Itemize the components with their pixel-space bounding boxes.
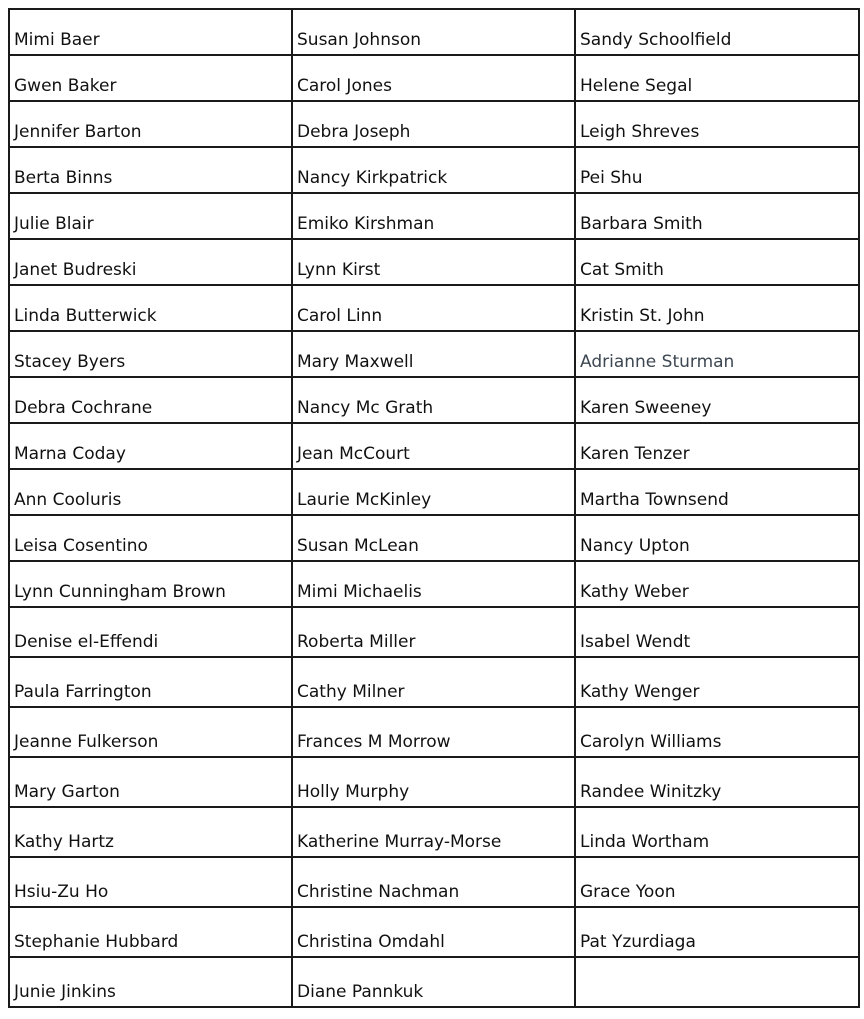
table-row xyxy=(9,423,859,469)
table-row xyxy=(9,607,859,657)
name-text: Ann Cooluris xyxy=(14,490,122,510)
table-row xyxy=(9,193,859,239)
table-row xyxy=(9,957,859,1007)
name-text: Marna Coday xyxy=(14,444,126,464)
name-text: Lynn Kirst xyxy=(297,260,381,280)
name-cell xyxy=(575,193,859,239)
name-cell xyxy=(9,857,292,907)
name-cell xyxy=(9,285,292,331)
name-cell xyxy=(292,957,575,1007)
names-table xyxy=(8,8,860,1008)
name-cell xyxy=(575,561,859,607)
table-row xyxy=(9,807,859,857)
name-cell xyxy=(292,193,575,239)
name-cell xyxy=(9,807,292,857)
table-row xyxy=(9,907,859,957)
name-text: Susan McLean xyxy=(297,536,419,556)
name-text: Kathy Wenger xyxy=(580,682,700,702)
name-cell xyxy=(575,101,859,147)
table-row xyxy=(9,331,859,377)
name-text: Helene Segal xyxy=(580,76,693,96)
table-row xyxy=(9,9,859,55)
name-text: Roberta Miller xyxy=(297,632,416,652)
name-text: Carol Jones xyxy=(297,76,392,96)
name-text: Laurie McKinley xyxy=(297,490,432,510)
name-text: Junie Jinkins xyxy=(14,982,116,1002)
name-text: Martha Townsend xyxy=(580,490,729,510)
name-cell xyxy=(292,239,575,285)
name-text: Kathy Weber xyxy=(580,582,689,602)
name-cell xyxy=(575,515,859,561)
name-cell xyxy=(292,285,575,331)
name-text: Gwen Baker xyxy=(14,76,117,96)
name-text: Denise el-Effendi xyxy=(14,632,159,652)
name-cell xyxy=(292,55,575,101)
name-text: Nancy Kirkpatrick xyxy=(297,168,448,188)
name-text xyxy=(580,1001,858,1006)
table-row xyxy=(9,561,859,607)
name-cell xyxy=(575,807,859,857)
name-cell xyxy=(292,857,575,907)
name-text: Sandy Schoolfield xyxy=(580,30,732,50)
name-text: Frances M Morrow xyxy=(297,732,451,752)
name-cell xyxy=(9,147,292,193)
table-row xyxy=(9,757,859,807)
name-text: Carol Linn xyxy=(297,306,383,326)
table-row xyxy=(9,239,859,285)
name-cell xyxy=(9,331,292,377)
name-cell xyxy=(575,857,859,907)
name-text: Stacey Byers xyxy=(14,352,126,372)
name-cell xyxy=(292,607,575,657)
name-text: Mary Garton xyxy=(14,782,120,802)
table-row xyxy=(9,857,859,907)
name-text: Nancy Upton xyxy=(580,536,690,556)
name-text: Julie Blair xyxy=(14,214,94,234)
name-cell xyxy=(575,707,859,757)
name-cell xyxy=(292,515,575,561)
name-cell xyxy=(9,607,292,657)
name-cell xyxy=(575,907,859,957)
name-text: Karen Sweeney xyxy=(580,398,712,418)
name-text: Leigh Shreves xyxy=(580,122,700,142)
name-cell xyxy=(575,377,859,423)
name-cell xyxy=(292,757,575,807)
name-cell xyxy=(575,239,859,285)
table-row xyxy=(9,101,859,147)
name-text: Kathy Hartz xyxy=(14,832,114,852)
table-row xyxy=(9,707,859,757)
name-text: Mimi Michaelis xyxy=(297,582,422,602)
name-text: Carolyn Williams xyxy=(580,732,722,752)
name-cell xyxy=(9,757,292,807)
name-cell xyxy=(292,423,575,469)
name-cell xyxy=(292,147,575,193)
name-text: Barbara Smith xyxy=(580,214,703,234)
name-text: Adrianne Sturman xyxy=(580,352,735,372)
name-cell xyxy=(292,377,575,423)
table-row xyxy=(9,55,859,101)
name-text: Janet Budreski xyxy=(14,260,137,280)
name-cell xyxy=(575,757,859,807)
name-cell xyxy=(9,657,292,707)
name-cell xyxy=(9,469,292,515)
name-text: Jeanne Fulkerson xyxy=(14,732,159,752)
name-text: Debra Cochrane xyxy=(14,398,153,418)
name-text: Jennifer Barton xyxy=(14,122,142,142)
table-row xyxy=(9,515,859,561)
name-cell xyxy=(9,55,292,101)
name-cell xyxy=(292,331,575,377)
name-text: Katherine Murray-Morse xyxy=(297,832,502,852)
name-cell xyxy=(9,377,292,423)
name-cell xyxy=(9,707,292,757)
name-text: Karen Tenzer xyxy=(580,444,690,464)
name-text: Randee Winitzky xyxy=(580,782,722,802)
name-cell xyxy=(575,9,859,55)
name-cell xyxy=(292,707,575,757)
name-text: Linda Wortham xyxy=(580,832,710,852)
name-cell xyxy=(575,657,859,707)
name-text: Isabel Wendt xyxy=(580,632,691,652)
name-cell xyxy=(9,9,292,55)
name-cell xyxy=(9,561,292,607)
name-cell xyxy=(292,9,575,55)
name-cell xyxy=(292,657,575,707)
name-text: Mimi Baer xyxy=(14,30,100,50)
name-text: Lynn Cunningham Brown xyxy=(14,582,226,602)
name-cell xyxy=(292,469,575,515)
name-text: Grace Yoon xyxy=(580,882,676,902)
table-row xyxy=(9,147,859,193)
name-cell xyxy=(292,561,575,607)
name-text: Mary Maxwell xyxy=(297,352,414,372)
name-text: Diane Pannkuk xyxy=(297,982,424,1002)
name-cell xyxy=(292,101,575,147)
name-cell xyxy=(575,331,859,377)
name-text: Nancy Mc Grath xyxy=(297,398,434,418)
name-text: Linda Butterwick xyxy=(14,306,157,326)
name-cell xyxy=(9,515,292,561)
name-cell xyxy=(575,469,859,515)
name-cell xyxy=(575,607,859,657)
name-text: Holly Murphy xyxy=(297,782,410,802)
name-text: Berta Binns xyxy=(14,168,113,188)
name-cell xyxy=(9,239,292,285)
name-text: Jean McCourt xyxy=(297,444,410,464)
name-text: Cat Smith xyxy=(580,260,664,280)
name-text: Cathy Milner xyxy=(297,682,405,702)
name-text: Hsiu-Zu Ho xyxy=(14,882,109,902)
name-text: Stephanie Hubbard xyxy=(14,932,179,952)
table-row xyxy=(9,377,859,423)
name-text: Christina Omdahl xyxy=(297,932,445,952)
name-cell xyxy=(9,423,292,469)
name-text: Christine Nachman xyxy=(297,882,460,902)
name-text: Leisa Cosentino xyxy=(14,536,148,556)
name-text: Susan Johnson xyxy=(297,30,422,50)
name-cell xyxy=(9,907,292,957)
table-row xyxy=(9,469,859,515)
name-text: Emiko Kirshman xyxy=(297,214,435,234)
name-text: Paula Farrington xyxy=(14,682,152,702)
table-row xyxy=(9,657,859,707)
name-text: Debra Joseph xyxy=(297,122,411,142)
name-cell xyxy=(9,957,292,1007)
name-text: Pei Shu xyxy=(580,168,643,188)
name-text: Kristin St. John xyxy=(580,306,705,326)
name-cell xyxy=(292,807,575,857)
name-cell xyxy=(9,101,292,147)
name-cell xyxy=(9,193,292,239)
empty-cell xyxy=(575,957,859,1007)
name-cell xyxy=(575,423,859,469)
name-cell xyxy=(575,285,859,331)
name-text: Pat Yzurdiaga xyxy=(580,932,696,952)
name-cell xyxy=(575,147,859,193)
name-cell xyxy=(575,55,859,101)
table-row xyxy=(9,285,859,331)
name-cell xyxy=(292,907,575,957)
